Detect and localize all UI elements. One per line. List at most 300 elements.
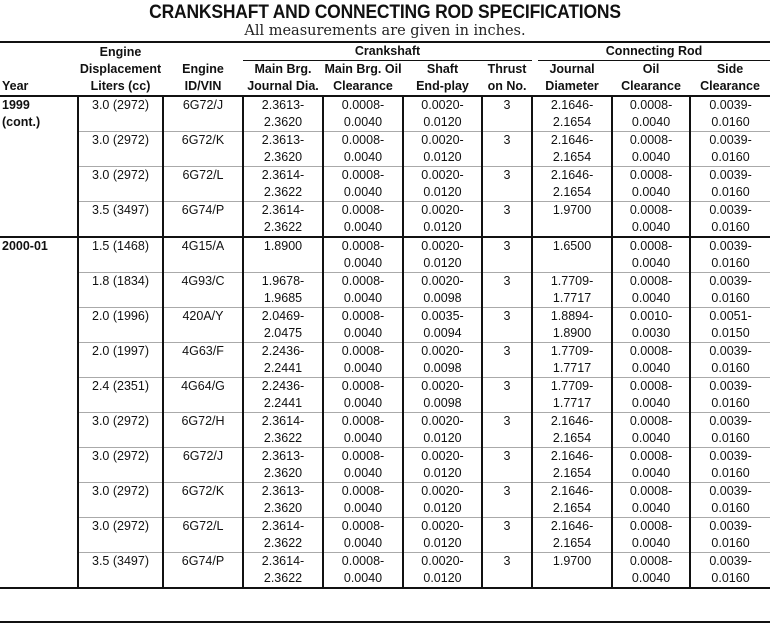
end-play-cell <box>403 343 482 378</box>
main-oil-clearance-cell <box>323 413 403 448</box>
end-play-cell-line: 0.0120 <box>423 466 462 480</box>
spacer <box>164 535 242 552</box>
side-clearance-cell-line: 0.0160 <box>711 185 750 199</box>
rod-oil-clearance-cell <box>612 483 690 518</box>
spacer <box>164 255 242 272</box>
end-play-cell <box>403 167 482 202</box>
end-play-cell-line: 0.0094 <box>423 326 462 340</box>
engine-id-cell <box>163 448 243 483</box>
rod-journal-cell-line <box>533 255 611 272</box>
header-displacement-line1: Engine <box>99 44 142 59</box>
main-oil-clearance-cell-line: 0.0008- <box>341 449 385 463</box>
rod-oil-clearance-cell <box>612 273 690 308</box>
table-row <box>0 167 770 202</box>
rod-journal-cell <box>532 308 612 343</box>
end-play-cell-line: 0.0020- <box>421 554 464 568</box>
connecting-rod-group-label: Connecting Rod <box>538 43 770 61</box>
engine-id-cell <box>163 413 243 448</box>
displacement-cell-value: 1.8 (1834) <box>92 274 149 288</box>
spacer <box>164 360 242 377</box>
main-journal-cell <box>243 343 323 378</box>
rod-journal-cell-line: 2.1654 <box>552 431 592 445</box>
table-row <box>0 483 770 518</box>
spacer <box>164 500 242 517</box>
rod-journal-cell <box>532 273 612 308</box>
table-row <box>0 202 770 238</box>
spacer <box>164 325 242 342</box>
side-clearance-cell <box>690 378 770 413</box>
spacer <box>79 290 162 307</box>
rod-oil-clearance-cell-line: 0.0040 <box>631 150 671 164</box>
side-clearance-cell <box>690 518 770 553</box>
side-clearance-cell <box>690 167 770 202</box>
main-journal-cell-line: 2.2441 <box>263 396 303 410</box>
header-year: Year <box>2 79 29 93</box>
main-oil-clearance-cell <box>323 202 403 238</box>
main-journal-cell-line: 2.3622 <box>263 431 303 445</box>
thrust-cell <box>482 202 532 238</box>
table-row <box>0 413 770 448</box>
end-play-cell <box>403 378 482 413</box>
main-journal-cell-line: 2.0469- <box>261 309 305 323</box>
main-oil-clearance-cell <box>323 378 403 413</box>
spacer <box>164 114 242 131</box>
spacer <box>79 114 162 131</box>
spacer <box>483 465 531 482</box>
table-row <box>0 96 770 132</box>
spacer <box>164 465 242 482</box>
main-journal-cell-line: 2.3614- <box>261 519 305 533</box>
main-journal-cell <box>243 237 323 273</box>
rod-oil-clearance-cell <box>612 518 690 553</box>
main-journal-cell <box>243 483 323 518</box>
end-play-cell-line: 0.0120 <box>423 115 462 129</box>
rod-oil-clearance-cell-line: 0.0040 <box>631 220 671 234</box>
end-play-cell-line: 0.0020- <box>421 519 464 533</box>
main-oil-clearance-cell-line: 0.0008- <box>341 274 385 288</box>
main-oil-clearance-cell <box>323 483 403 518</box>
main-oil-clearance-cell <box>323 518 403 553</box>
header-vin-spacer <box>163 43 243 61</box>
rod-oil-clearance-cell-line: 0.0040 <box>631 501 671 515</box>
rod-journal-cell-line: 2.1646- <box>550 484 594 498</box>
main-oil-clearance-cell-line: 0.0008- <box>341 414 385 428</box>
rod-oil-clearance-cell-line: 0.0040 <box>631 291 671 305</box>
side-clearance-cell <box>690 483 770 518</box>
rod-journal-cell-line: 2.1654 <box>552 466 592 480</box>
end-play-cell-line: 0.0020- <box>421 379 464 393</box>
displacement-cell-value: 1.5 (1468) <box>92 239 149 253</box>
engine-id-cell-value: 420A/Y <box>182 309 224 323</box>
main-journal-cell-line: 2.3614- <box>261 414 305 428</box>
main-oil-clearance-cell <box>323 96 403 132</box>
header-row-1 <box>0 43 770 61</box>
table-row <box>0 132 770 167</box>
main-oil-clearance-cell <box>323 273 403 308</box>
header-rod-journal-line1: Journal <box>549 62 595 76</box>
engine-id-cell-value: 6G72/K <box>181 484 225 498</box>
spacer <box>79 184 162 201</box>
table-row <box>0 343 770 378</box>
displacement-cell <box>78 308 163 343</box>
rod-journal-cell <box>532 483 612 518</box>
side-clearance-cell-line: 0.0160 <box>711 431 750 445</box>
main-oil-clearance-cell <box>323 448 403 483</box>
main-oil-clearance-cell-line: 0.0040 <box>343 326 383 340</box>
displacement-cell <box>78 96 163 132</box>
thrust-cell <box>482 378 532 413</box>
page-subtitle: All measurements are given in inches. <box>244 23 526 39</box>
rod-oil-clearance-cell-line: 0.0040 <box>631 361 671 375</box>
main-journal-cell <box>243 167 323 202</box>
rod-oil-clearance-cell <box>612 308 690 343</box>
main-journal-cell-line: 2.3622 <box>263 220 303 234</box>
side-clearance-cell <box>690 553 770 589</box>
thrust-cell-value: 3 <box>503 203 511 217</box>
end-play-cell <box>403 553 482 589</box>
thrust-cell <box>482 448 532 483</box>
thrust-cell <box>482 167 532 202</box>
main-journal-cell-line: 2.3620 <box>263 150 303 164</box>
header-thrust-line2: on No. <box>487 79 527 93</box>
main-journal-cell-line: 2.3614- <box>261 554 305 568</box>
main-oil-clearance-cell-line: 0.0040 <box>343 185 383 199</box>
spacer <box>164 149 242 166</box>
main-journal-cell <box>243 132 323 167</box>
spacer <box>164 290 242 307</box>
side-clearance-cell-line: 0.0160 <box>711 256 750 270</box>
side-clearance-cell-line: 0.0039- <box>709 484 752 498</box>
main-journal-cell-line: 1.9678- <box>261 274 305 288</box>
side-clearance-cell <box>690 308 770 343</box>
end-play-cell <box>403 483 482 518</box>
end-play-cell-line: 0.0035- <box>421 309 464 323</box>
year-cell <box>0 96 78 237</box>
displacement-cell <box>78 167 163 202</box>
thrust-cell-value: 3 <box>503 168 511 182</box>
end-play-cell <box>403 132 482 167</box>
main-oil-clearance-cell-line: 0.0008- <box>341 133 385 147</box>
rod-oil-clearance-cell-line: 0.0010- <box>629 309 673 323</box>
engine-id-cell <box>163 237 243 273</box>
main-journal-cell-line: 1.9685 <box>263 291 303 305</box>
end-play-cell-line: 0.0120 <box>423 501 462 515</box>
spacer <box>79 255 162 272</box>
engine-id-cell-value: 6G74/P <box>181 554 225 568</box>
spacer <box>79 149 162 166</box>
side-clearance-cell-line: 0.0160 <box>711 396 750 410</box>
displacement-cell <box>78 483 163 518</box>
side-clearance-cell-line: 0.0039- <box>709 379 752 393</box>
rod-journal-cell-line: 1.7709- <box>550 344 594 358</box>
rod-journal-cell-line: 2.1654 <box>552 501 592 515</box>
header-engine-id-line1: Engine <box>182 62 224 76</box>
rod-oil-clearance-cell-line: 0.0008- <box>629 554 673 568</box>
displacement-cell <box>78 202 163 238</box>
header-engine-id-line2: ID/VIN <box>184 79 222 93</box>
main-oil-clearance-cell-line: 0.0040 <box>343 115 383 129</box>
side-clearance-cell-line: 0.0160 <box>711 571 750 585</box>
displacement-cell <box>78 553 163 589</box>
main-journal-cell-line: 2.2441 <box>263 361 303 375</box>
rod-journal-cell <box>532 202 612 238</box>
displacement-cell-value: 3.0 (2972) <box>92 133 149 147</box>
end-play-cell-line: 0.0020- <box>421 239 464 253</box>
main-oil-clearance-cell <box>323 308 403 343</box>
main-oil-clearance-cell-line: 0.0008- <box>341 519 385 533</box>
table-row <box>0 378 770 413</box>
rod-journal-cell <box>532 518 612 553</box>
rod-journal-cell <box>532 167 612 202</box>
rod-oil-clearance-cell <box>612 448 690 483</box>
end-play-cell-line: 0.0120 <box>423 256 462 270</box>
engine-id-cell-value: 6G72/J <box>182 449 224 463</box>
rod-journal-cell-line <box>533 219 611 236</box>
main-oil-clearance-cell-line: 0.0008- <box>341 203 385 217</box>
engine-id-cell <box>163 553 243 589</box>
main-journal-cell-line: 2.3620 <box>263 501 303 515</box>
main-journal-cell-line: 2.3614- <box>261 168 305 182</box>
side-clearance-cell-line: 0.0051- <box>709 309 752 323</box>
main-journal-cell <box>243 96 323 132</box>
end-play-cell <box>403 518 482 553</box>
side-clearance-cell-line: 0.0039- <box>709 344 752 358</box>
main-oil-clearance-cell-line: 0.0008- <box>341 309 385 323</box>
rod-journal-cell-line: 2.1646- <box>550 449 594 463</box>
side-clearance-cell-line: 0.0150 <box>711 326 750 340</box>
rod-journal-cell-line: 2.1646- <box>550 414 594 428</box>
spacer <box>483 184 531 201</box>
thrust-cell-value: 3 <box>503 484 511 498</box>
main-oil-clearance-cell-line: 0.0040 <box>343 150 383 164</box>
rod-oil-clearance-cell <box>612 167 690 202</box>
rod-journal-cell <box>532 132 612 167</box>
side-clearance-cell-line: 0.0039- <box>709 168 752 182</box>
displacement-cell-value: 3.0 (2972) <box>92 168 149 182</box>
displacement-cell <box>78 413 163 448</box>
spacer <box>164 395 242 412</box>
engine-id-cell-value: 4G15/A <box>181 239 225 253</box>
main-journal-cell-line: 2.2436- <box>261 379 305 393</box>
spacer <box>79 465 162 482</box>
spacer <box>483 149 531 166</box>
header-rod-oil-line1: Oil <box>642 62 660 76</box>
side-clearance-cell-line: 0.0039- <box>709 239 752 253</box>
rod-journal-cell-line: 2.1654 <box>552 150 592 164</box>
year-label: (cont.) <box>2 115 41 129</box>
engine-id-cell-value: 6G74/P <box>181 203 225 217</box>
rod-oil-clearance-cell-line: 0.0040 <box>631 431 671 445</box>
rod-oil-clearance-cell-line: 0.0040 <box>631 256 671 270</box>
thrust-cell <box>482 308 532 343</box>
main-journal-cell <box>243 202 323 238</box>
engine-id-cell <box>163 308 243 343</box>
header-main-journal-line2: Journal Dia. <box>247 79 319 93</box>
spacer <box>483 219 531 236</box>
main-oil-clearance-cell-line: 0.0008- <box>341 98 385 112</box>
spacer <box>483 430 531 447</box>
engine-id-cell <box>163 202 243 238</box>
spacer <box>79 535 162 552</box>
table-row <box>0 518 770 553</box>
main-oil-clearance-cell-line: 0.0040 <box>343 220 383 234</box>
main-oil-clearance-cell-line: 0.0008- <box>341 344 385 358</box>
rod-journal-cell-line: 1.8900 <box>552 326 592 340</box>
rod-oil-clearance-cell-line: 0.0030 <box>631 326 671 340</box>
rod-oil-clearance-cell <box>612 343 690 378</box>
main-oil-clearance-cell-line: 0.0008- <box>341 168 385 182</box>
main-oil-clearance-cell-line: 0.0008- <box>341 379 385 393</box>
side-clearance-cell-line: 0.0160 <box>711 220 750 234</box>
main-oil-clearance-cell-line: 0.0040 <box>343 466 383 480</box>
header-rod-oil-line2: Clearance <box>621 79 681 93</box>
spacer <box>79 360 162 377</box>
displacement-cell <box>78 518 163 553</box>
side-clearance-cell-line: 0.0039- <box>709 414 752 428</box>
side-clearance-cell-line: 0.0039- <box>709 519 752 533</box>
spacer <box>79 430 162 447</box>
spacer <box>483 570 531 587</box>
main-journal-cell <box>243 448 323 483</box>
spec-table <box>0 43 770 589</box>
main-journal-cell-line <box>244 255 322 272</box>
displacement-cell-value: 3.5 (3497) <box>92 554 149 568</box>
main-journal-cell <box>243 273 323 308</box>
thrust-cell <box>482 237 532 273</box>
header-row-3 <box>0 78 770 96</box>
main-oil-clearance-cell-line: 0.0040 <box>343 396 383 410</box>
table-row <box>0 448 770 483</box>
main-oil-clearance-cell-line: 0.0008- <box>341 239 385 253</box>
side-clearance-cell-line: 0.0160 <box>711 536 750 550</box>
engine-id-cell-value: 6G72/H <box>181 414 225 428</box>
end-play-cell-line: 0.0020- <box>421 274 464 288</box>
engine-id-cell <box>163 378 243 413</box>
header-crankshaft-group <box>243 43 532 61</box>
rod-oil-clearance-cell-line: 0.0008- <box>629 449 673 463</box>
thrust-cell-value: 3 <box>503 239 511 253</box>
spacer <box>483 395 531 412</box>
rod-oil-clearance-cell-line: 0.0040 <box>631 536 671 550</box>
displacement-cell-value: 2.0 (1997) <box>92 344 149 358</box>
displacement-cell-value: 2.0 (1996) <box>92 309 149 323</box>
spacer <box>164 430 242 447</box>
side-clearance-cell-line: 0.0160 <box>711 501 750 515</box>
header-end-play-line2: End-play <box>416 79 469 93</box>
spec-table-body <box>0 96 770 588</box>
header-displacement-line3: Liters (cc) <box>90 79 151 93</box>
thrust-cell <box>482 273 532 308</box>
year-cell <box>0 237 78 588</box>
engine-id-cell <box>163 343 243 378</box>
thrust-cell-value: 3 <box>503 519 511 533</box>
side-clearance-cell-line: 0.0039- <box>709 203 752 217</box>
rod-oil-clearance-cell-line: 0.0008- <box>629 274 673 288</box>
thrust-cell <box>482 518 532 553</box>
main-oil-clearance-cell <box>323 343 403 378</box>
main-journal-cell-line: 2.3620 <box>263 466 303 480</box>
engine-id-cell-value: 4G93/C <box>181 274 225 288</box>
rod-oil-clearance-cell-line: 0.0008- <box>629 414 673 428</box>
rod-journal-cell <box>532 553 612 589</box>
end-play-cell-line: 0.0120 <box>423 220 462 234</box>
rod-oil-clearance-cell <box>612 202 690 238</box>
main-oil-clearance-cell-line: 0.0040 <box>343 501 383 515</box>
side-clearance-cell-line: 0.0039- <box>709 98 752 112</box>
rod-journal-cell-line: 1.9700 <box>552 554 592 568</box>
engine-id-cell <box>163 483 243 518</box>
main-journal-cell-line: 2.3622 <box>263 536 303 550</box>
main-journal-cell-line: 2.0475 <box>263 326 303 340</box>
engine-id-cell <box>163 96 243 132</box>
end-play-cell-line: 0.0098 <box>423 396 462 410</box>
end-play-cell-line: 0.0098 <box>423 291 462 305</box>
thrust-cell-value: 3 <box>503 98 511 112</box>
side-clearance-cell-line: 0.0039- <box>709 274 752 288</box>
rod-oil-clearance-cell-line: 0.0040 <box>631 571 671 585</box>
thrust-cell <box>482 343 532 378</box>
main-journal-cell-line: 2.3622 <box>263 185 303 199</box>
rod-journal-cell <box>532 378 612 413</box>
side-clearance-cell <box>690 237 770 273</box>
rod-journal-cell <box>532 96 612 132</box>
rod-journal-cell-line: 2.1654 <box>552 536 592 550</box>
year-label: 2000-01 <box>2 239 48 253</box>
spacer <box>79 570 162 587</box>
rod-oil-clearance-cell-line: 0.0008- <box>629 239 673 253</box>
displacement-cell-value: 3.0 (2972) <box>92 449 149 463</box>
main-oil-clearance-cell-line: 0.0040 <box>343 431 383 445</box>
side-clearance-cell <box>690 96 770 132</box>
rod-oil-clearance-cell-line: 0.0008- <box>629 519 673 533</box>
thrust-cell-value: 3 <box>503 309 511 323</box>
engine-id-cell-value: 6G72/J <box>182 98 224 112</box>
displacement-cell-value: 3.0 (2972) <box>92 414 149 428</box>
end-play-cell-line: 0.0120 <box>423 431 462 445</box>
thrust-cell-value: 3 <box>503 449 511 463</box>
rod-oil-clearance-cell-line: 0.0040 <box>631 396 671 410</box>
engine-id-cell <box>163 518 243 553</box>
main-oil-clearance-cell <box>323 167 403 202</box>
rod-oil-clearance-cell <box>612 96 690 132</box>
end-play-cell-line: 0.0020- <box>421 344 464 358</box>
page-title: CRANKSHAFT AND CONNECTING ROD SPECIFICATIONS <box>149 2 621 23</box>
side-clearance-cell <box>690 132 770 167</box>
spacer <box>483 535 531 552</box>
end-play-cell-line: 0.0098 <box>423 361 462 375</box>
header-displacement-line2: Displacement <box>79 62 162 76</box>
rod-journal-cell <box>532 413 612 448</box>
rod-oil-clearance-cell <box>612 553 690 589</box>
rod-oil-clearance-cell-line: 0.0040 <box>631 466 671 480</box>
spacer <box>79 500 162 517</box>
rod-oil-clearance-cell-line: 0.0008- <box>629 379 673 393</box>
side-clearance-cell-line: 0.0160 <box>711 115 750 129</box>
main-oil-clearance-cell-line: 0.0040 <box>343 536 383 550</box>
end-play-cell-line: 0.0020- <box>421 484 464 498</box>
rod-oil-clearance-cell <box>612 132 690 167</box>
main-journal-cell-line: 1.8900 <box>263 239 303 253</box>
end-play-cell <box>403 413 482 448</box>
side-clearance-cell-line: 0.0039- <box>709 133 752 147</box>
end-play-cell-line: 0.0020- <box>421 414 464 428</box>
spacer <box>483 114 531 131</box>
rod-oil-clearance-cell-line: 0.0008- <box>629 168 673 182</box>
main-oil-clearance-cell-line: 0.0040 <box>343 571 383 585</box>
displacement-cell-value: 2.4 (2351) <box>92 379 149 393</box>
side-clearance-cell-line: 0.0039- <box>709 554 752 568</box>
spacer <box>483 255 531 272</box>
